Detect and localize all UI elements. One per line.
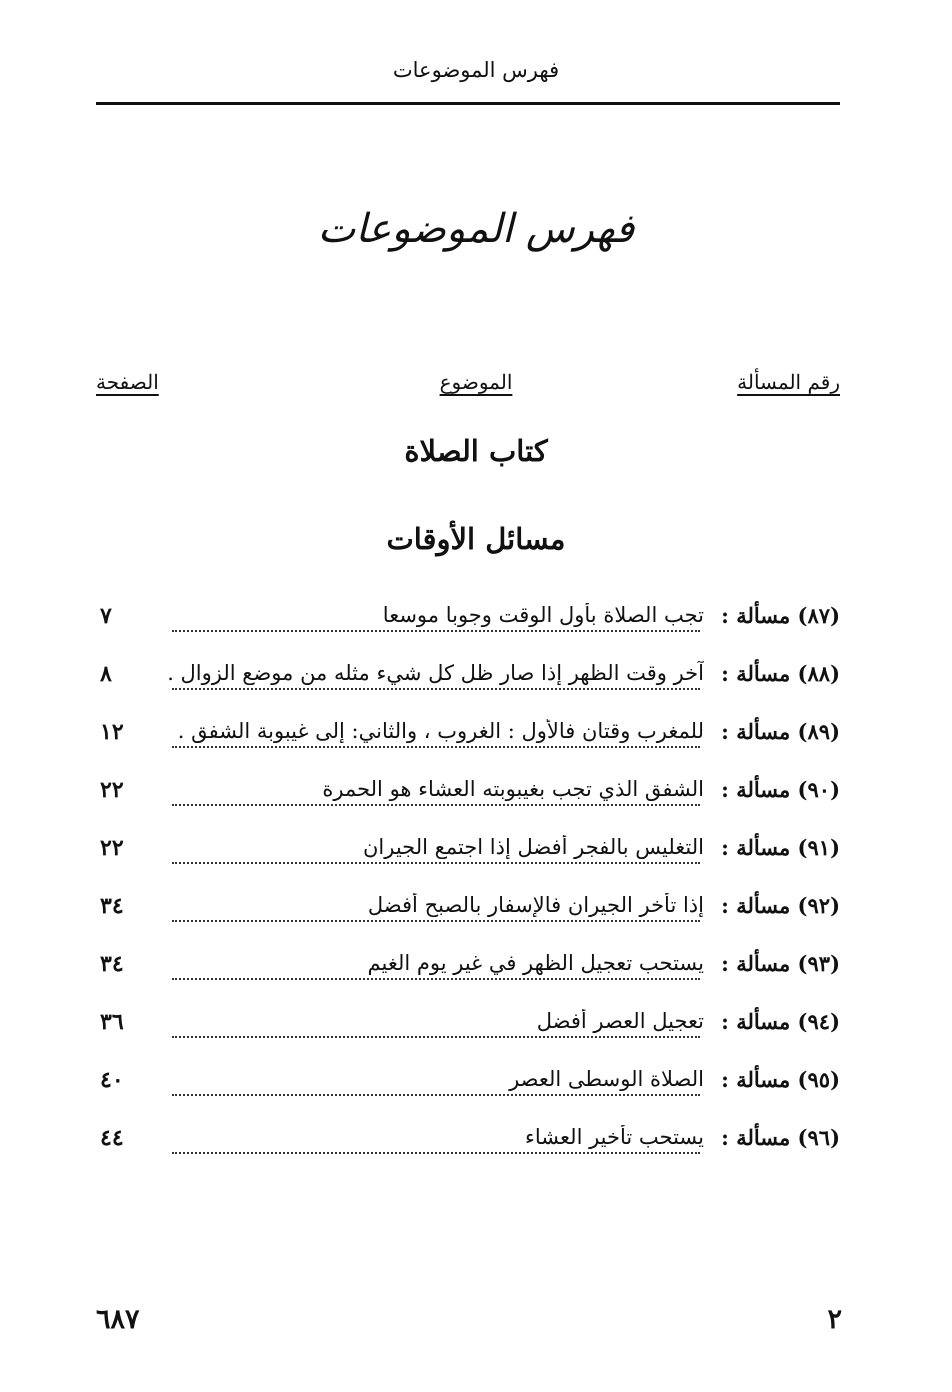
entry-topic: تعجيل العصر أفضل <box>531 1009 704 1033</box>
entry-label: (٩٣) مسألة : <box>721 951 840 976</box>
page-title: فهرس الموضوعات <box>317 206 635 252</box>
entry-page-number: ٧ <box>100 603 112 629</box>
entry-label: (٩٠) مسألة : <box>721 777 840 802</box>
toc-entry <box>96 835 840 893</box>
entry-topic: تجب الصلاة بأول الوقت وجوبا موسعا <box>377 603 704 627</box>
entry-page-number: ٣٦ <box>100 1009 124 1035</box>
toc-entry <box>96 777 840 835</box>
entry-label: (٩٦) مسألة : <box>721 1125 840 1150</box>
entry-topic: الصلاة الوسطى العصر <box>503 1067 704 1091</box>
toc-entry <box>96 661 840 719</box>
column-header-page: الصفحة <box>96 370 159 394</box>
entry-label: (٩٥) مسألة : <box>721 1067 840 1092</box>
entry-page-number: ٢٢ <box>100 835 124 861</box>
entry-topic: التغليس بالفجر أفضل إذا اجتمع الجيران <box>357 835 704 859</box>
running-header: فهرس الموضوعات <box>392 58 560 82</box>
entry-topic: آخر وقت الظهر إذا صار ظل كل شيء مثله من موضع الزوال . <box>161 661 704 685</box>
entry-topic: يستحب تعجيل الظهر في غير يوم الغيم <box>362 951 704 975</box>
book-title: كتاب الصلاة <box>404 434 548 468</box>
entry-page-number: ٤٠ <box>100 1067 124 1093</box>
entry-label: (٩٤) مسألة : <box>721 1009 840 1034</box>
toc-entry <box>96 1067 840 1125</box>
column-header-topic: الموضوع <box>439 370 513 394</box>
entry-topic: إذا تأخر الجيران فالإسفار بالصبح أفضل <box>362 893 704 917</box>
entry-page-number: ٣٤ <box>100 893 124 919</box>
toc-entries <box>96 603 840 1183</box>
toc-entry <box>96 603 840 661</box>
entry-page-number: ٣٤ <box>100 951 124 977</box>
toc-entry <box>96 1009 840 1067</box>
entry-page-number: ١٢ <box>100 719 124 745</box>
entry-page-number: ٨ <box>100 661 112 687</box>
entry-page-number: ٢٢ <box>100 777 124 803</box>
entry-label: (٨٨) مسألة : <box>721 661 840 686</box>
toc-entry <box>96 719 840 777</box>
toc-entry <box>96 893 840 951</box>
entry-label: (٩١) مسألة : <box>721 835 840 860</box>
entry-topic: الشفق الذي تجب بغيبوبته العشاء هو الحمرة <box>316 777 704 801</box>
toc-entry <box>96 951 840 1009</box>
header-divider <box>96 102 840 105</box>
footer-page-number-right: ٢ <box>827 1304 842 1335</box>
entry-page-number: ٤٤ <box>100 1125 124 1151</box>
toc-entry <box>96 1125 840 1183</box>
entry-label: (٨٧) مسألة : <box>721 603 840 628</box>
entry-topic: يستحب تأخير العشاء <box>519 1125 704 1149</box>
entry-topic: للمغرب وقتان فالأول : الغروب ، والثاني: إلى غيبوبة الشفق . <box>172 719 704 743</box>
column-header-number: رقم المسألة <box>737 370 840 394</box>
section-title: مسائل الأوقات <box>386 522 566 556</box>
footer-page-number-left: ٦٨٧ <box>96 1304 140 1335</box>
entry-label: (٨٩) مسألة : <box>721 719 840 744</box>
entry-label: (٩٢) مسألة : <box>721 893 840 918</box>
